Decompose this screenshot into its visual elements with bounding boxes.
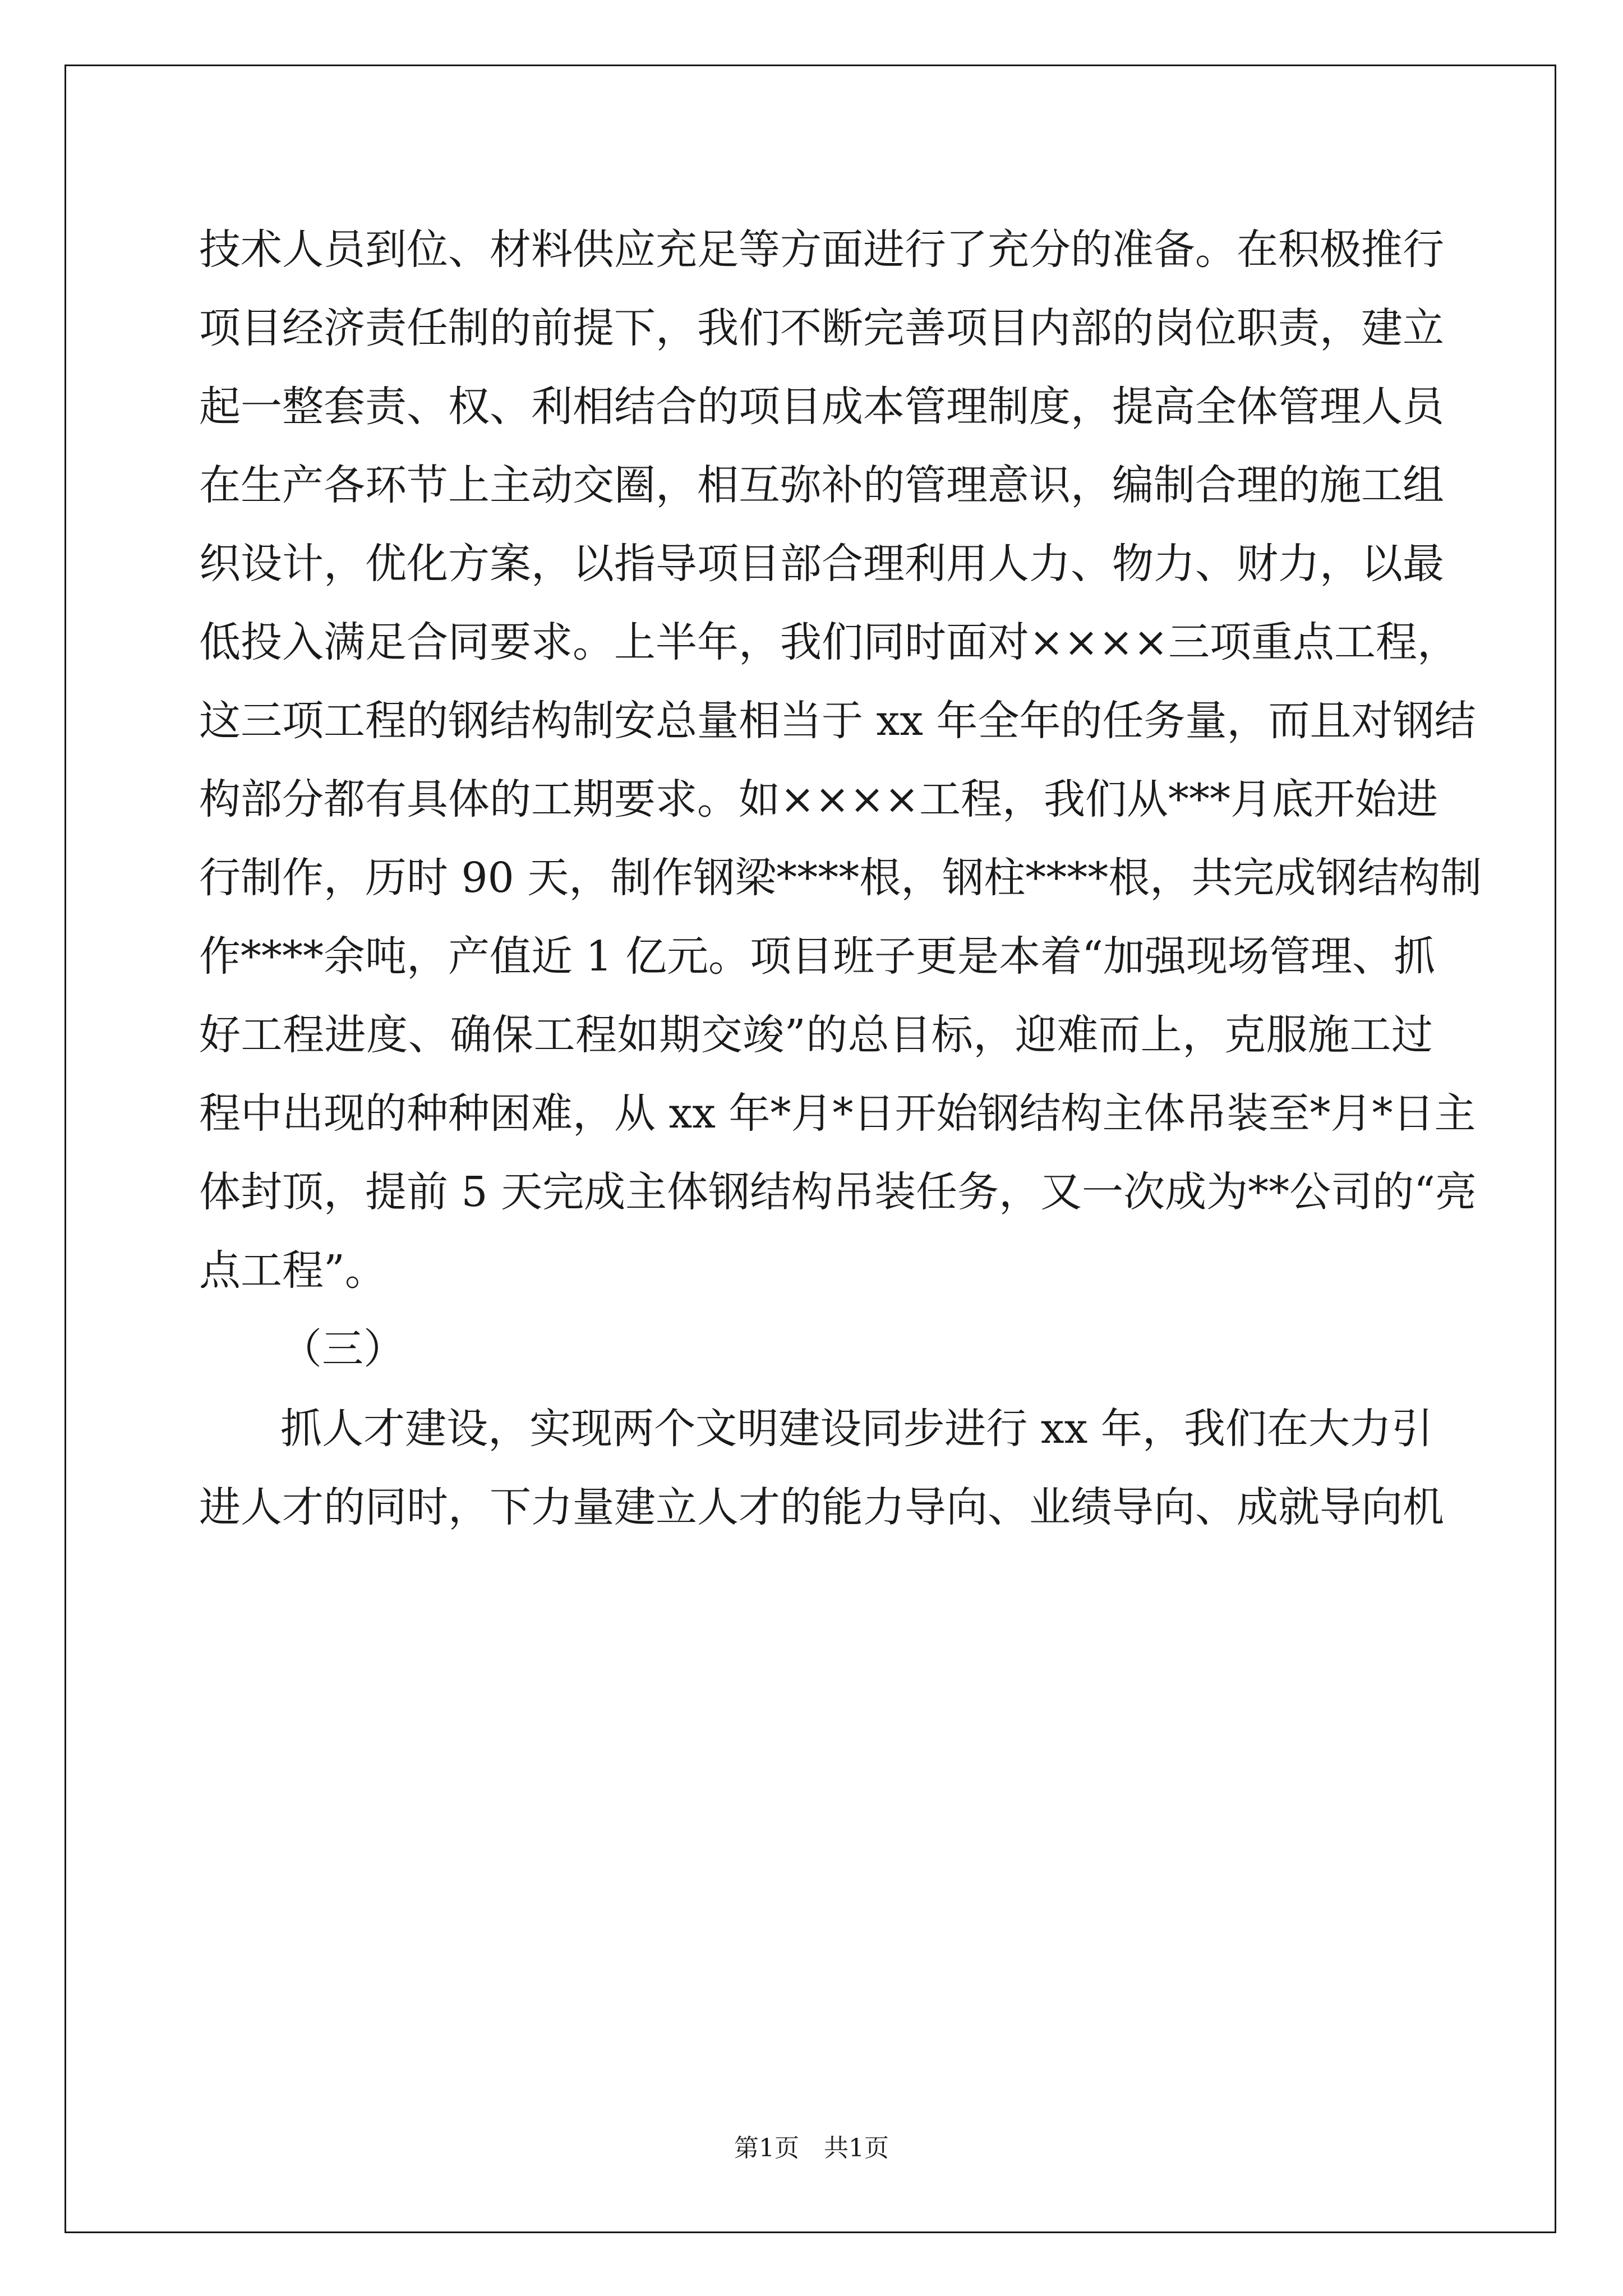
body-line: 点工程”。 <box>199 1246 386 1295</box>
body-line: 作****余吨，产值近 1 亿元。项目班子更是本着“加强现场管理、抓 <box>199 932 1435 981</box>
body-line: 这三项工程的钢结构制安总量相当于 xx 年全年的任务量，而且对钢结 <box>199 697 1476 745</box>
page-footer: 第1页 共1页 <box>734 2134 889 2162</box>
body-line: 织设计，优化方案，以指导项目部合理利用人力、物力、财力，以最 <box>199 540 1444 588</box>
body-line: 程中出现的种种困难，从 xx 年*月*日开始钢结构主体吊装至*月*日主 <box>199 1089 1476 1138</box>
body-line: 低投入满足合同要求。上半年，我们同时面对××××三项重点工程， <box>199 618 1459 666</box>
section-heading: （三） <box>280 1325 405 1373</box>
body-line: 体封顶，提前 5 天完成主体钢结构吊装任务，又一次成为**公司的“亮 <box>199 1168 1477 1216</box>
body-line: 项目经济责任制的前提下，我们不断完善项目内部的岗位职责，建立 <box>199 304 1444 352</box>
body-line: 行制作，历时 90 天，制作钢梁****根，钢柱****根，共完成钢结构制 <box>199 854 1482 902</box>
body-line: 起一整套责、权、利相结合的项目成本管理制度，提高全体管理人员 <box>199 383 1444 431</box>
body-line: 好工程进度、确保工程如期交竣”的总目标，迎难而上，克服施工过 <box>199 1011 1433 1059</box>
paragraph-line: 进人才的同时，下力量建立人才的能力导向、业绩导向、成就导向机 <box>199 1483 1444 1531</box>
paragraph-line: 抓人才建设，实现两个文明建设同步进行 xx 年，我们在大力引 <box>280 1405 1433 1453</box>
body-line: 技术人员到位、材料供应充足等方面进行了充分的准备。在积极推行 <box>199 226 1444 274</box>
body-line: 构部分都有具体的工期要求。如××××工程，我们从***月底开始进 <box>199 775 1438 823</box>
body-line: 在生产各环节上主动交圈，相互弥补的管理意识，编制合理的施工组 <box>199 461 1444 509</box>
